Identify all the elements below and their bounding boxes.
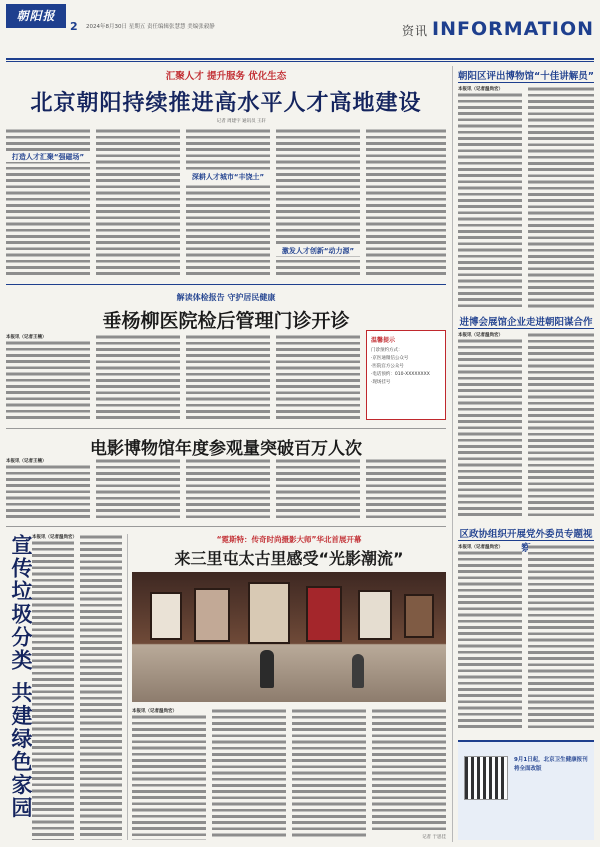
section-divider — [6, 428, 446, 429]
page-number: 2 — [70, 20, 78, 33]
exhibit-col-2 — [212, 708, 286, 840]
film-col-2 — [96, 458, 180, 520]
sidebar-divider — [452, 66, 453, 842]
film-col-1 — [6, 464, 90, 520]
exhibition-photo — [132, 572, 446, 702]
issue-line: 2024年8月30日 星期五 责任编辑张慧慧 美编张毅静 — [86, 24, 215, 30]
section-divider — [6, 284, 446, 285]
lead-col-2 — [96, 128, 180, 278]
clinic-kicker: 解读体检报告 守护居民健康 — [176, 293, 276, 302]
qr-code[interactable] — [464, 756, 508, 800]
lead-byline: 记者 周建宇 通讯员 王轩 — [216, 119, 266, 124]
film-col-4 — [276, 458, 360, 520]
sidebar-reporter-3: 本报讯（记者温尚宏） — [458, 545, 503, 550]
header-rule — [6, 58, 594, 60]
section-divider — [6, 526, 446, 527]
clinic-reporter: 本报讯（记者王楠） — [6, 335, 47, 340]
sidebar-headline-3: 区政协组织开展党外委员专题视察 — [459, 529, 593, 554]
lead-col-5 — [366, 128, 446, 278]
lead-subhead-2: 深耕人才城市“丰饶土” — [186, 172, 270, 182]
lead-headline: 北京朝阳持续推进高水平人才高地建设 — [30, 91, 422, 116]
photo-frame — [194, 588, 230, 642]
sidebar-3-col-2 — [528, 544, 594, 730]
film-reporter: 本报讯（记者王楠） — [6, 459, 47, 464]
film-col-3 — [186, 458, 270, 520]
sidebar-2-col-1 — [458, 338, 522, 518]
photo-frame — [358, 590, 392, 640]
film-col-5 — [366, 458, 446, 520]
lead-col-1 — [6, 128, 90, 278]
newspaper-logo: 朝阳报 — [6, 4, 66, 28]
exhibit-col-1 — [132, 714, 206, 840]
sidebar-1-col-2 — [528, 86, 594, 308]
lead-kicker: 汇聚人才 提升服务 优化生态 — [165, 71, 287, 82]
visitor-figure — [352, 654, 364, 688]
clinic-box-line: ·现场挂号 — [371, 380, 391, 385]
sidebar-3-col-1 — [458, 550, 522, 730]
clinic-col-4 — [276, 334, 360, 420]
sidebar-headline-1: 朝阳区评出博物馆“十佳讲解员” — [458, 71, 594, 82]
visitor-figure — [260, 650, 274, 688]
clinic-col-2 — [96, 334, 180, 420]
waste-col-1 — [32, 540, 74, 840]
clinic-box-line: 门诊预约方式： — [371, 348, 403, 353]
waste-col-2 — [80, 534, 122, 840]
clinic-headline: 垂杨柳医院检后管理门诊开诊 — [102, 310, 350, 332]
photo-frame — [150, 592, 182, 640]
lead-subhead-1: 打造人才汇聚“强磁场” — [6, 152, 90, 162]
clinic-box-title: 温馨提示 — [371, 337, 396, 344]
film-headline: 电影博物馆年度参观量突破百万人次 — [90, 439, 362, 459]
column-divider — [127, 534, 128, 840]
photo-frame — [404, 594, 434, 638]
sidebar-reporter-1: 本报讯（记者温尚宏） — [458, 87, 503, 92]
qr-caption: 9月1日起，北京卫生健康报刊将全面改版 — [514, 757, 588, 772]
exhibit-headline: 来三里屯太古里感受“光影潮流” — [174, 549, 404, 568]
exhibit-credit: 记者 于思佳 — [422, 835, 446, 840]
lead-subhead-3: 激发人才创新“动力源” — [276, 246, 360, 256]
exhibit-kicker: “霓斯特：传奇时尚摄影大师”华北首展开幕 — [216, 535, 362, 544]
clinic-box-line: ·京医通微信公众号 — [371, 356, 409, 361]
clinic-col-1 — [6, 340, 90, 420]
section-title-cn: 资讯 — [402, 24, 429, 38]
sidebar-2-col-2 — [528, 332, 594, 518]
lead-col-3 — [186, 128, 270, 278]
header-rule-thin — [6, 61, 594, 62]
sidebar-1-col-1 — [458, 92, 522, 308]
sidebar-rule — [458, 82, 594, 83]
exhibit-col-3 — [292, 708, 366, 840]
waste-reporter: 本报讯（记者温尚宏） — [32, 535, 77, 540]
exhibit-col-4 — [372, 708, 446, 832]
sidebar-reporter-2: 本报讯（记者温尚宏） — [458, 333, 503, 338]
clinic-box-line: ·医院官方公众号 — [371, 364, 404, 369]
section-title-en: INFORMATION — [432, 18, 594, 40]
photo-frame — [306, 586, 342, 642]
section-title — [402, 18, 594, 40]
sidebar-headline-2: 进博会展馆企业走进朝阳谋合作 — [459, 317, 593, 328]
waste-headline: 宣传垃圾分类 共建绿色家园 — [9, 534, 33, 820]
sidebar-rule — [458, 328, 594, 329]
clinic-col-3 — [186, 334, 270, 420]
sidebar-rule — [458, 540, 594, 541]
clinic-box-line: ·电话预约：010-XXXXXXXX — [371, 372, 430, 377]
promo-box — [458, 740, 594, 840]
clinic-info-box — [366, 330, 446, 420]
masthead — [6, 4, 594, 44]
photo-frame — [248, 582, 290, 644]
exhibit-reporter: 本报讯（记者温尚宏） — [132, 709, 177, 714]
